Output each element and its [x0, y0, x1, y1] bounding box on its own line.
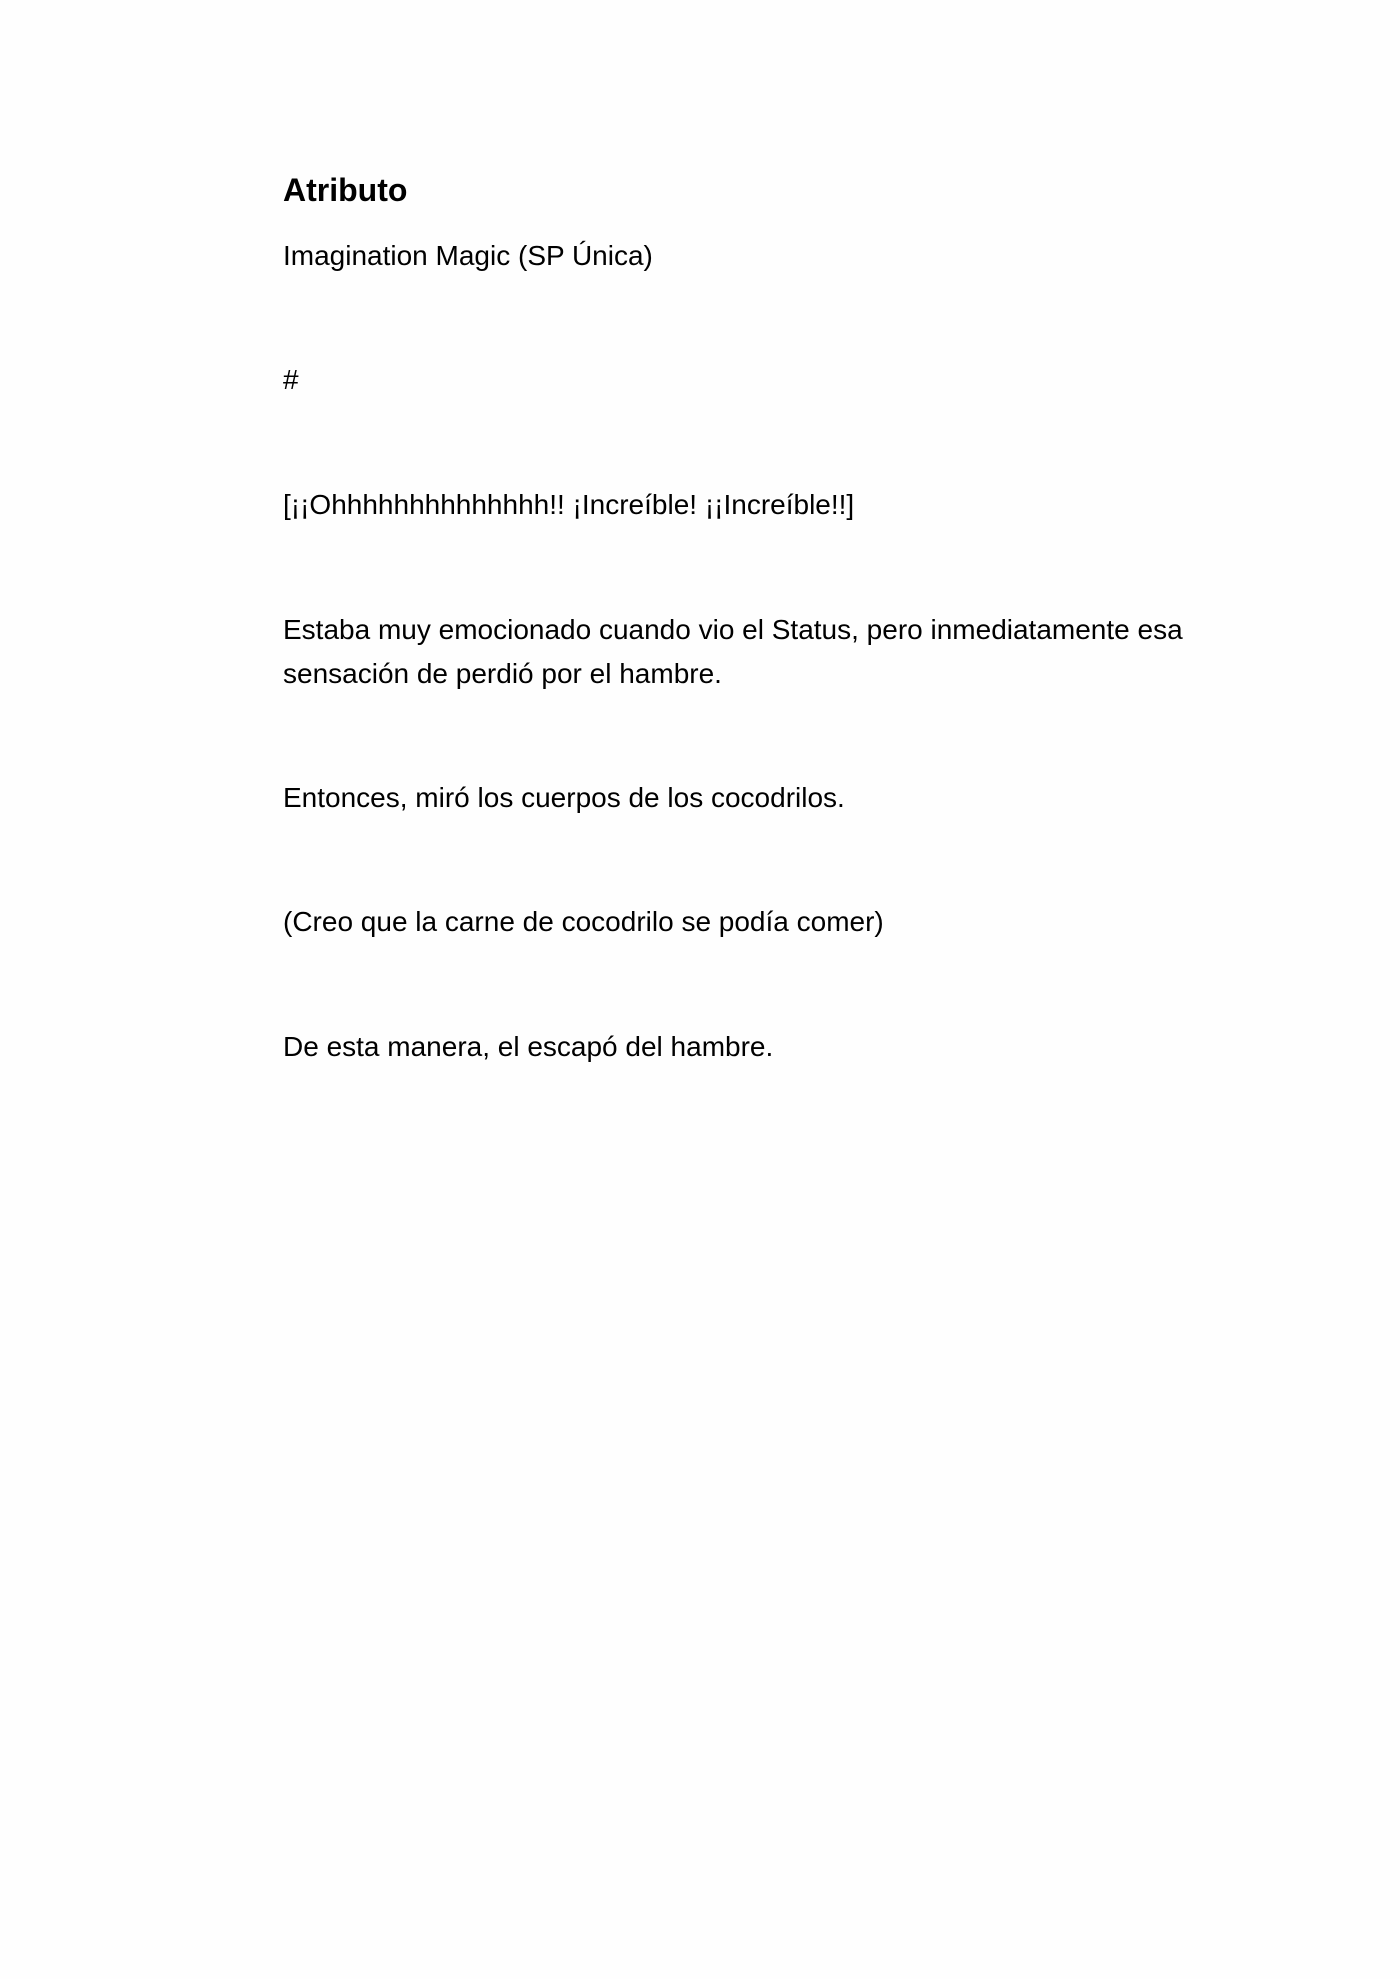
paragraph: (Creo que la carne de cocodrilo se podía comer) — [283, 906, 884, 937]
paragraph: Estaba muy emocionado cuando vio el Status, pero inmediatamente esa sensación de perdió por el hambre. — [283, 614, 1191, 689]
paragraph: De esta manera, el escapó del hambre. — [283, 1031, 774, 1062]
section-separator: # — [283, 364, 299, 395]
attribute-value: Imagination Magic (SP Única) — [283, 240, 653, 271]
paragraph: [¡¡Ohhhhhhhhhhhhhh!! ¡Increíble! ¡¡Increíble!!] — [283, 489, 855, 520]
section-heading: Atributo — [283, 172, 408, 208]
paragraph: Entonces, miró los cuerpos de los cocodrilos. — [283, 782, 845, 813]
